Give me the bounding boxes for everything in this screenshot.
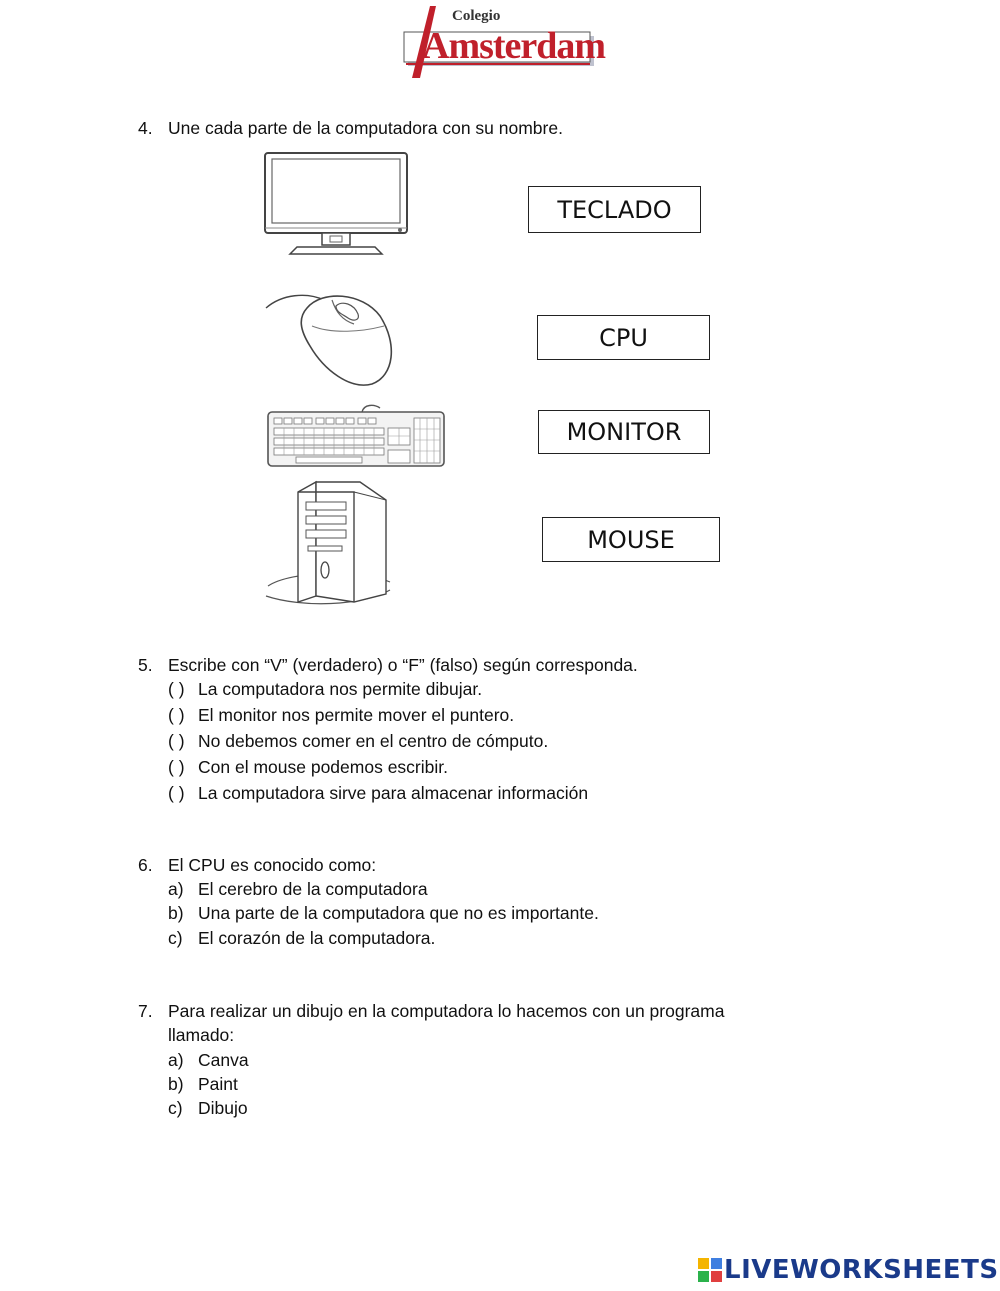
word-box-teclado[interactable]: TECLADO [528,186,701,233]
monitor-image [262,150,412,263]
logo-text-amsterdam: Amsterdam [422,25,606,67]
question-7-number: 7. [138,1001,153,1021]
option-label: c) [168,1098,183,1118]
option-text: El cerebro de la computadora [198,879,428,899]
footer-brand-text: LIVEWORKSHEETS [724,1255,999,1285]
tf-item [168,755,448,779]
word-box-mouse[interactable]: MOUSE [542,517,720,562]
monitor-icon [262,150,412,258]
mouse-icon [262,286,402,388]
question-6-number: 6. [138,855,153,875]
option-label: b) [168,1074,184,1094]
tf-item-text: La computadora sirve para almacenar información [198,783,589,803]
footer-logo [698,1255,999,1285]
option-item[interactable] [168,901,599,925]
option-text: Una parte de la computadora que no es importante. [198,903,599,923]
option-text: Dibujo [198,1098,248,1118]
question-7-text-line1: Para realizar un dibujo en la computadora lo hacemos con un programa [168,1001,725,1021]
question-5-text: Escribe con “V” (verdadero) o “F” (falso) según corresponda. [168,655,638,675]
answer-blank[interactable]: ( ) [168,757,185,777]
school-logo [400,2,606,88]
tf-item-text: El monitor nos permite mover el puntero. [198,705,515,725]
word-box-monitor[interactable]: MONITOR [538,410,710,454]
tf-item [168,703,514,727]
option-item[interactable] [168,926,435,950]
liveworksheets-icon [698,1258,722,1282]
option-text: Canva [198,1050,249,1070]
question-7-text-line2: llamado: [168,1025,235,1045]
tf-item-text: La computadora nos permite dibujar. [198,679,483,699]
logo-text-colegio: Colegio [452,8,501,24]
answer-blank[interactable]: ( ) [168,783,185,803]
option-item[interactable] [168,877,428,901]
question-6-text: El CPU es conocido como: [168,855,377,875]
answer-blank[interactable]: ( ) [168,679,185,699]
word-box-cpu[interactable]: CPU [537,315,710,360]
cpu-tower-icon [262,478,394,608]
option-item[interactable] [168,1072,238,1096]
mouse-image [262,286,402,393]
option-item[interactable] [168,1096,248,1120]
cpu-image [262,478,394,613]
tf-item-text: Con el mouse podemos escribir. [198,757,448,777]
tf-item [168,677,482,701]
option-text: El corazón de la computadora. [198,928,436,948]
option-item[interactable] [168,1048,249,1072]
tf-item [168,729,548,753]
tf-item-text: No debemos comer en el centro de cómputo. [198,731,549,751]
tf-item [168,781,588,805]
option-label: a) [168,1050,184,1070]
option-text: Paint [198,1074,238,1094]
option-label: c) [168,928,183,948]
question-4-text: Une cada parte de la computadora con su nombre. [168,118,563,138]
answer-blank[interactable]: ( ) [168,731,185,751]
keyboard-image [266,402,446,473]
question-5-number: 5. [138,655,153,675]
answer-blank[interactable]: ( ) [168,705,185,725]
option-label: b) [168,903,184,923]
option-label: a) [168,879,184,899]
question-4-number: 4. [138,118,153,138]
keyboard-icon [266,402,446,468]
